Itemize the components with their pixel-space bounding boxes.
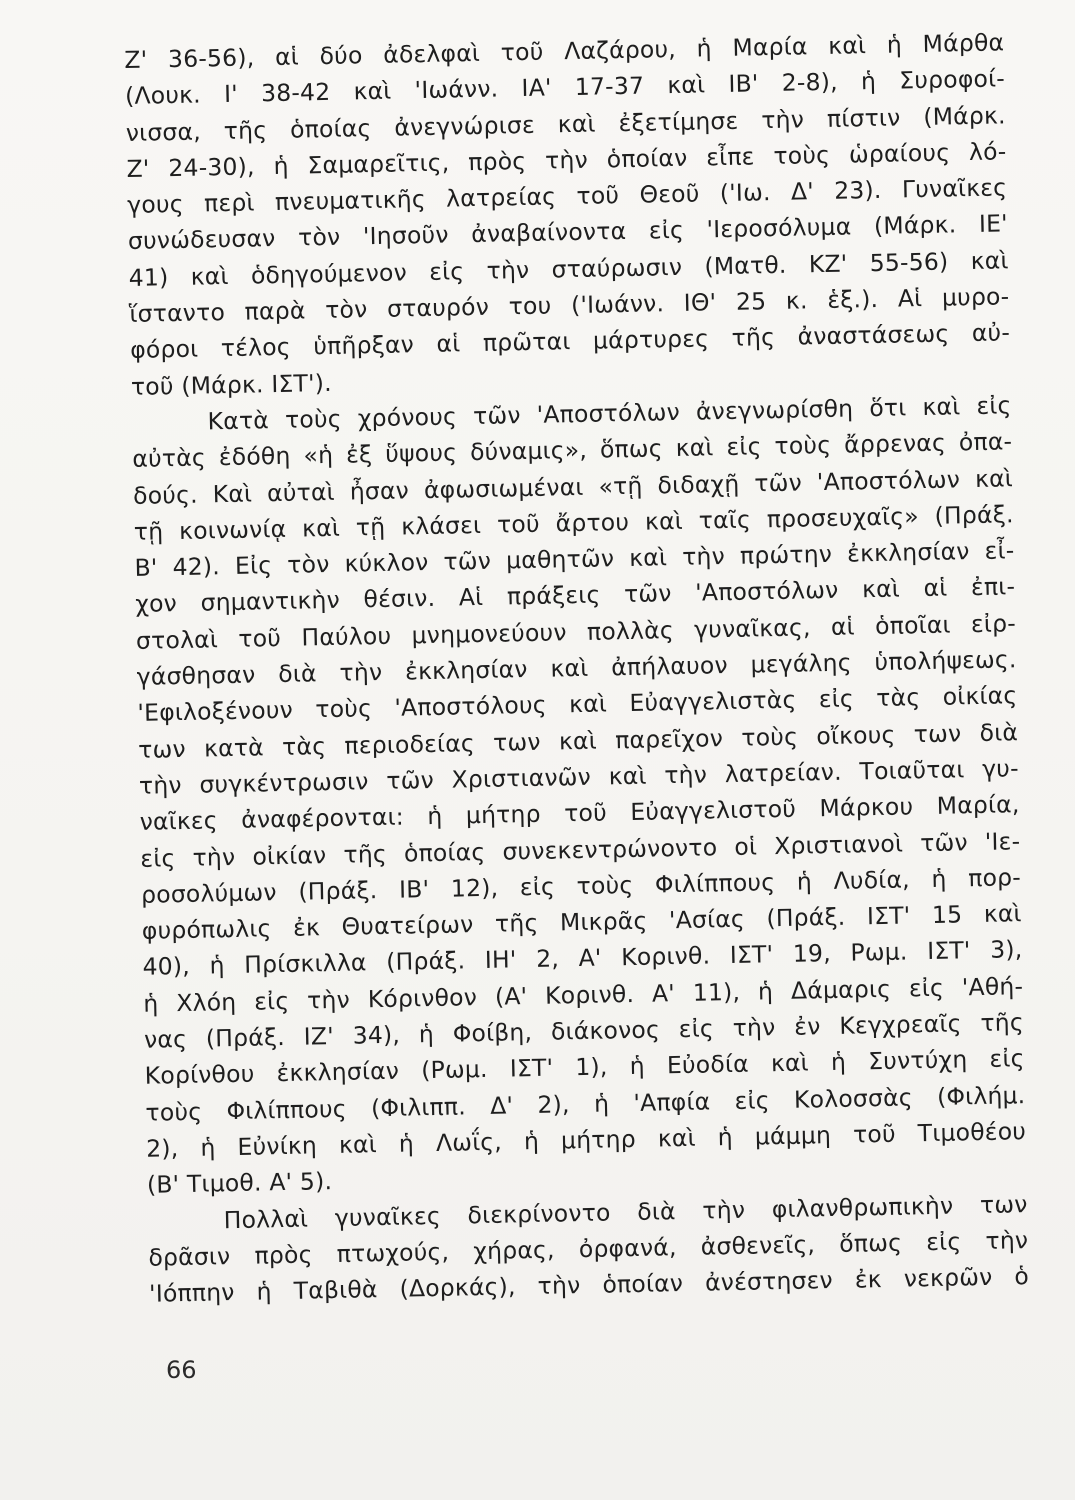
text-line: (Λουκ. Ι' 38-42 καὶ 'Ιωάνν. ΙΑ' 17-37 καὶ ΙΒ' 2-8), ἡ Συροφοί- bbox=[124, 64, 1006, 111]
text-line: δούς. Καὶ αὐταὶ ἦσαν ἀφωσιωμέναι «τῇ διδαχῇ τῶν 'Αποστόλων καὶ bbox=[132, 463, 1014, 510]
text-line: 'Εφιλοξένουν τοὺς 'Αποστόλους καὶ Εὐαγγελιστὰς εἰς τὰς οἰκίας bbox=[137, 681, 1018, 728]
text-line: 41) καὶ ὁδηγούμενον εἰς τὴν σταύρωσιν (Ματθ. ΚΖ' 55-56) καὶ bbox=[128, 246, 1009, 292]
text-line: τὴν συγκέντρωσιν τῶν Χριστιανῶν καὶ τὴν λατρείαν. Τοιαῦται γυ- bbox=[138, 754, 1020, 800]
text-line: Ζ' 36-56), αἱ δύο ἀδελφαὶ τοῦ Λαζάρου, ἡ Μαρία καὶ ἡ Μάρθα bbox=[124, 28, 1005, 74]
text-line: Ζ' 24-30), ἡ Σαμαρεῖτις, πρὸς τὴν ὁποίαν εἶπε τοὺς ὡραίους λό- bbox=[126, 137, 1007, 183]
text-line: χον σημαντικὴν θέσιν. Αἱ πράξεις τῶν 'Αποστόλων καὶ αἱ ἐπι- bbox=[135, 572, 1016, 619]
text-line: δρᾶσιν πρὸς πτωχούς, χήρας, ὀρφανά, ἀσθενεῖς, ὅπως εἰς τὴν bbox=[148, 1225, 1029, 1272]
text-line: γάσθησαν διὰ τὴν ἐκκλησίαν καὶ ἀπήλαυον μεγάλης ὑπολήψεως. bbox=[136, 645, 1017, 691]
text-line: 2), ἡ Εὐνίκη καὶ ἡ Λωΐς, ἡ μήτηρ καὶ ἡ μάμμη τοῦ Τιμοθέου bbox=[145, 1117, 1027, 1163]
text-line: ροσολύμων (Πράξ. ΙΒ' 12), εἰς τοὺς Φιλίππους ἡ Λυδία, ἡ πορ- bbox=[140, 862, 1022, 909]
body-text bbox=[124, 24, 1029, 1312]
text-line: 40), ἡ Πρίσκιλλα (Πράξ. ΙΗ' 2, Α' Κορινθ. ΙΣΤ' 19, Ρωμ. ΙΣΤ' 3), bbox=[142, 935, 1023, 982]
text-line: Κορίνθου ἐκκλησίαν (Ρωμ. ΙΣΤ' 1), ἡ Εὐοδία καὶ ἡ Συντύχη εἰς bbox=[144, 1044, 1025, 1091]
page-number: 66 bbox=[166, 1356, 197, 1384]
text-line: γους περὶ πνευματικῆς λατρείας τοῦ Θεοῦ ('Ιω. Δ' 23). Γυναῖκες bbox=[126, 173, 1008, 220]
text-line: των κατὰ τὰς περιοδείας των καὶ παρεῖχον τοὺς οἴκους των διὰ bbox=[137, 717, 1019, 764]
text-line: (Β' Τιμοθ. Α' 5). bbox=[146, 1167, 333, 1199]
text-line: ἡ Χλόη εἰς τὴν Κόρινθον (Α' Κορινθ. Α' 11), ἡ Δάμαρις εἰς 'Αθή- bbox=[143, 971, 1024, 1018]
text-line: νισσα, τῆς ὁποίας ἀνεγνώρισε καὶ ἐξετίμησε τὴν πίστιν (Μάρκ. bbox=[125, 100, 1006, 147]
text-line: ναῖκες ἀναφέρονται: ἡ μήτηρ τοῦ Εὐαγγελιστοῦ Μάρκου Μαρία, bbox=[139, 790, 1020, 837]
text-line: στολαὶ τοῦ Παύλου μνημονεύουν πολλὰς γυναῖκας, αἱ ὁποῖαι εἰρ- bbox=[135, 608, 1017, 655]
paragraph-start-line: Κατὰ τοὺς χρόνους τῶν 'Αποστόλων ἀνεγνωρίσθη ὅτι καὶ εἰς bbox=[207, 391, 1012, 436]
text-line: 'Ιόππην ἡ Ταβιθὰ (Δορκάς), τὴν ὁποίαν ἀνέστησεν ἐκ νεκρῶν ὁ bbox=[148, 1262, 1030, 1308]
text-line: τῇ κοινωνίᾳ καὶ τῇ κλάσει τοῦ ἄρτου καὶ ταῖς προσευχαῖς» (Πράξ. bbox=[133, 500, 1014, 546]
text-line: ἵσταντο παρὰ τὸν σταυρόν του ('Ιωάνν. ΙΘ' 25 κ. ἑξ.). Αἱ μυρο- bbox=[129, 282, 1010, 329]
text-line: Β' 42). Εἰς τὸν κύκλον τῶν μαθητῶν καὶ τὴν πρώτην ἐκκλησίαν εἶ- bbox=[134, 536, 1015, 583]
text-line: τοῦ (Μάρκ. ΙΣΤ'). bbox=[130, 368, 333, 401]
paragraph-start-line: Πολλαὶ γυναῖκες διεκρίνοντο διὰ τὴν φιλανθρωπικὴν των bbox=[223, 1189, 1028, 1234]
text-line: φόροι τέλος ὑπῆρξαν αἱ πρῶται μάρτυρες τῆς ἀναστάσεως αὐ- bbox=[129, 318, 1011, 365]
text-line: αὐτὰς ἐδόθη «ἡ ἐξ ὕψους δύναμις», ὅπως καὶ εἰς τοὺς ἄρρενας ὀπα- bbox=[132, 427, 1013, 474]
text-line: φυρόπωλις ἐκ Θυατείρων τῆς Μικρᾶς 'Ασίας (Πράξ. ΙΣΤ' 15 καὶ bbox=[141, 899, 1022, 945]
text-line: συνώδευσαν τὸν 'Ιησοῦν ἀναβαίνοντα εἰς 'Ιεροσόλυμα (Μάρκ. ΙΕ' bbox=[127, 209, 1009, 256]
text-line: εἰς τὴν οἰκίαν τῆς ὁποίας συνεκεντρώνοντο οἱ Χριστιανοὶ τῶν 'Ιε- bbox=[140, 826, 1021, 873]
text-line: τοὺς Φιλίππους (Φιλιππ. Δ' 2), ἡ 'Απφία εἰς Κολοσσὰς (Φιλήμ. bbox=[145, 1080, 1026, 1127]
text-line: νας (Πράξ. ΙΖ' 34), ἡ Φοίβη, διάκονος εἰς τὴν ἐν Κεγχρεαῖς τῆς bbox=[143, 1008, 1025, 1054]
